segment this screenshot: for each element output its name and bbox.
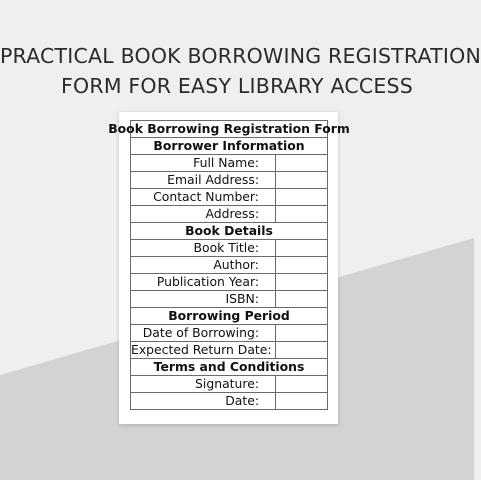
form-row	[131, 393, 328, 410]
field-value-publication-year[interactable]	[276, 274, 328, 291]
field-value-author[interactable]	[276, 257, 328, 274]
field-label-full-name: Full Name:	[131, 155, 276, 172]
field-label-author: Author:	[131, 257, 276, 274]
section-heading-row	[131, 223, 328, 240]
page-headline	[0, 41, 481, 101]
field-label-email-address: Email Address:	[131, 172, 276, 189]
field-label-address: Address:	[131, 206, 276, 223]
field-value-date[interactable]	[276, 393, 328, 410]
field-label-book-title: Book Title:	[131, 240, 276, 257]
form-title-cell	[108, 121, 350, 138]
field-value-contact-number[interactable]	[276, 189, 328, 206]
form-row	[131, 189, 328, 206]
form-row	[131, 206, 328, 223]
field-value-book-title[interactable]	[276, 240, 328, 257]
section-heading-row	[131, 308, 328, 325]
field-label-isbn: ISBN:	[131, 291, 276, 308]
field-label-signature: Signature:	[131, 376, 276, 393]
field-value-isbn[interactable]	[276, 291, 328, 308]
form-title: Book Borrowing Registration Form	[108, 121, 350, 136]
field-value-signature[interactable]	[276, 376, 328, 393]
field-label-contact-number: Contact Number:	[131, 189, 276, 206]
form-row	[131, 376, 328, 393]
form-title-row	[131, 121, 328, 138]
form-row	[131, 240, 328, 257]
form-row	[131, 291, 328, 308]
field-label-date-of-borrowing: Date of Borrowing:	[131, 325, 276, 342]
field-value-date-of-borrowing[interactable]	[276, 325, 328, 342]
field-value-email-address[interactable]	[276, 172, 328, 189]
section-heading-row	[131, 138, 328, 155]
section-heading-borrowing-period: Borrowing Period	[131, 308, 328, 325]
form-row	[131, 342, 328, 359]
field-value-address[interactable]	[276, 206, 328, 223]
field-value-full-name[interactable]	[276, 155, 328, 172]
section-heading-borrower-information: Borrower Information	[131, 138, 328, 155]
field-label-expected-return-date: Expected Return Date:	[131, 342, 276, 359]
section-heading-book-details: Book Details	[131, 223, 328, 240]
form-row	[131, 257, 328, 274]
field-label-publication-year: Publication Year:	[131, 274, 276, 291]
field-value-expected-return-date[interactable]	[276, 342, 328, 359]
registration-form-table	[108, 120, 350, 410]
form-row	[131, 172, 328, 189]
headline-line-1: PRACTICAL BOOK BORROWING REGISTRATION	[0, 44, 481, 68]
field-label-date: Date:	[131, 393, 276, 410]
section-heading-row	[131, 359, 328, 376]
headline-line-2: FORM FOR EASY LIBRARY ACCESS	[61, 74, 413, 98]
form-row	[131, 274, 328, 291]
form-row	[131, 155, 328, 172]
section-heading-terms-and-conditions: Terms and Conditions	[131, 359, 328, 376]
form-row	[131, 325, 328, 342]
